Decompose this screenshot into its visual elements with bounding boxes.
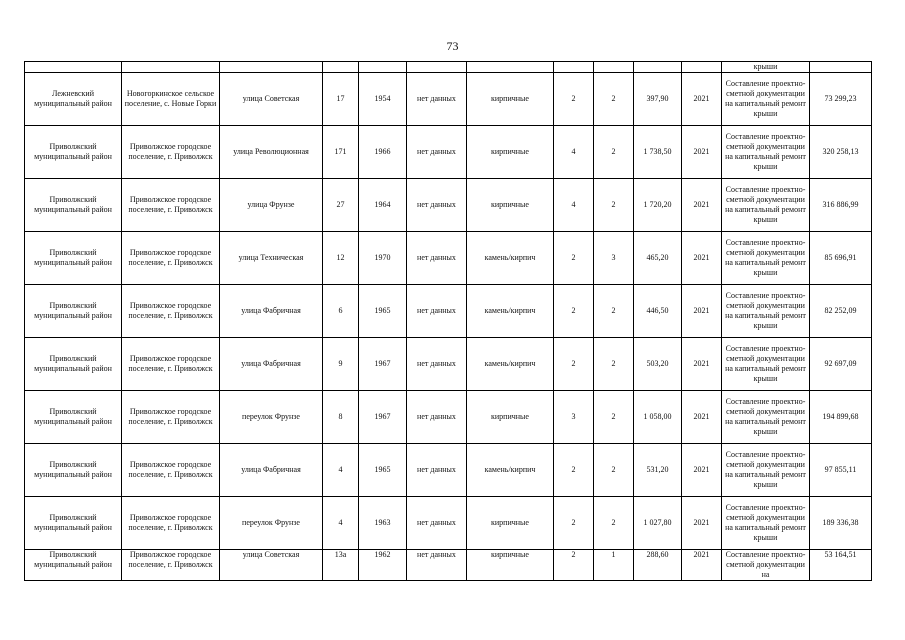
year-cell: 1967 [359,391,407,444]
entrances-cell: 2 [594,444,634,497]
reconstruction-cell: нет данных [407,550,467,581]
work_year-cell: 2021 [682,126,722,179]
work-tail-cell: крыши [722,62,810,73]
area-cell: 465,20 [634,232,682,285]
settlement-cell: Приволжское городское поселение, г. Приволжск [122,391,220,444]
walls-cell: кирпичные [467,550,554,581]
floors-cell: 2 [554,338,594,391]
work_year-cell: 2021 [682,232,722,285]
settlement-cell: Приволжское городское поселение, г. Приволжск [122,497,220,550]
house-cell: 12 [323,232,359,285]
district-cell: Приволжский муниципальный район [25,550,122,581]
year-cell: 1954 [359,73,407,126]
work_year-cell: 2021 [682,179,722,232]
walls-cell: камень/кирпич [467,444,554,497]
work_year-cell: 2021 [682,285,722,338]
area-cell: 1 058,00 [634,391,682,444]
street-cell: улица Революционная [220,126,323,179]
cost-cell: 82 252,09 [810,285,872,338]
cost-cell: 53 164,51 [810,550,872,581]
house-cell: 17 [323,73,359,126]
district-cell: Приволжский муниципальный район [25,497,122,550]
district-cell: Лежневский муниципальный район [25,73,122,126]
floors-cell: 2 [554,550,594,581]
street-cell: улица Техническая [220,232,323,285]
cost-cell: 320 258,13 [810,126,872,179]
area-cell: 1 027,80 [634,497,682,550]
floors-cell: 2 [554,497,594,550]
settlement-cell: Приволжское городское поселение, г. Приволжск [122,444,220,497]
entrances-cell: 1 [594,550,634,581]
settlement-cell: Приволжское городское поселение, г. Приволжск [122,338,220,391]
year-cell: 1965 [359,444,407,497]
settlement-cell: Приволжское городское поселение, г. Приволжск [122,285,220,338]
house-cell: 8 [323,391,359,444]
floors-cell: 4 [554,179,594,232]
cost-cell: 316 886,99 [810,179,872,232]
reconstruction-cell: нет данных [407,285,467,338]
table-row [25,126,872,179]
cost-cell: 85 696,91 [810,232,872,285]
table-row [25,444,872,497]
street-cell: переулок Фрунзе [220,391,323,444]
work-cell: Составление проектно-сметной документации на капитальный ремонт крыши [722,391,810,444]
street-cell: улица Фабричная [220,444,323,497]
work-cell: Составление проектно-сметной документации на капитальный ремонт крыши [722,285,810,338]
work_year-cell: 2021 [682,550,722,581]
work-cell: Составление проектно-сметной документации на капитальный ремонт крыши [722,126,810,179]
work-cell: Составление проектно-сметной документации на капитальный ремонт крыши [722,179,810,232]
work-cell: Составление проектно-сметной документации на капитальный ремонт крыши [722,444,810,497]
walls-cell: кирпичные [467,179,554,232]
street-cell: улица Советская [220,550,323,581]
table-row [25,391,872,444]
house-cell: 171 [323,126,359,179]
entrances-cell: 2 [594,126,634,179]
reconstruction-cell: нет данных [407,232,467,285]
floors-cell: 4 [554,126,594,179]
house-cell: 4 [323,444,359,497]
table-row [25,497,872,550]
walls-cell: камень/кирпич [467,285,554,338]
walls-cell: кирпичные [467,497,554,550]
district-cell: Приволжский муниципальный район [25,232,122,285]
street-cell: переулок Фрунзе [220,497,323,550]
work-cell: Составление проектно-сметной документации на капитальный ремонт крыши [722,497,810,550]
entrances-cell: 2 [594,391,634,444]
settlement-cell: Приволжское городское поселение, г. Приволжск [122,126,220,179]
work_year-cell: 2021 [682,391,722,444]
street-cell: улица Фрунзе [220,179,323,232]
reconstruction-cell: нет данных [407,444,467,497]
entrances-cell: 2 [594,497,634,550]
year-cell: 1967 [359,338,407,391]
walls-cell: кирпичные [467,391,554,444]
area-cell: 1 720,20 [634,179,682,232]
year-cell: 1963 [359,497,407,550]
area-cell: 446,50 [634,285,682,338]
floors-cell: 2 [554,285,594,338]
area-cell: 397,90 [634,73,682,126]
work_year-cell: 2021 [682,497,722,550]
cost-cell: 194 899,68 [810,391,872,444]
cost-cell: 92 697,09 [810,338,872,391]
table-row [25,285,872,338]
floors-cell: 2 [554,444,594,497]
street-cell: улица Советская [220,73,323,126]
settlement-cell: Приволжское городское поселение, г. Приволжск [122,232,220,285]
entrances-cell: 3 [594,232,634,285]
area-cell: 288,60 [634,550,682,581]
reconstruction-cell: нет данных [407,179,467,232]
table-row [25,179,872,232]
house-cell: 4 [323,497,359,550]
cost-cell: 97 855,11 [810,444,872,497]
walls-cell: камень/кирпич [467,232,554,285]
walls-cell: камень/кирпич [467,338,554,391]
year-cell: 1966 [359,126,407,179]
year-cell: 1965 [359,285,407,338]
house-cell: 9 [323,338,359,391]
reconstruction-cell: нет данных [407,73,467,126]
floors-cell: 2 [554,73,594,126]
reconstruction-cell: нет данных [407,126,467,179]
table-row [25,73,872,126]
district-cell: Приволжский муниципальный район [25,391,122,444]
cost-cell: 73 299,23 [810,73,872,126]
district-cell: Приволжский муниципальный район [25,444,122,497]
work-cell: Составление проектно-сметной документации на капитальный ремонт крыши [722,232,810,285]
continuation-row [25,62,872,73]
street-cell: улица Фабричная [220,338,323,391]
entrances-cell: 2 [594,285,634,338]
house-cell: 27 [323,179,359,232]
walls-cell: кирпичные [467,73,554,126]
reconstruction-cell: нет данных [407,391,467,444]
house-cell: 6 [323,285,359,338]
year-cell: 1970 [359,232,407,285]
reconstruction-cell: нет данных [407,338,467,391]
entrances-cell: 2 [594,338,634,391]
cost-cell: 189 336,38 [810,497,872,550]
year-cell: 1962 [359,550,407,581]
settlement-cell: Приволжское городское поселение, г. Приволжск [122,550,220,581]
work_year-cell: 2021 [682,444,722,497]
area-cell: 531,20 [634,444,682,497]
floors-cell: 3 [554,391,594,444]
table-row [25,550,872,581]
reconstruction-cell: нет данных [407,497,467,550]
district-cell: Приволжский муниципальный район [25,126,122,179]
district-cell: Приволжский муниципальный район [25,285,122,338]
floors-cell: 2 [554,232,594,285]
table-row [25,232,872,285]
registry-table [24,61,872,581]
year-cell: 1964 [359,179,407,232]
table-row [25,338,872,391]
street-cell: улица Фабричная [220,285,323,338]
work_year-cell: 2021 [682,338,722,391]
settlement-cell: Приволжское городское поселение, г. Приволжск [122,179,220,232]
area-cell: 1 738,50 [634,126,682,179]
entrances-cell: 2 [594,179,634,232]
entrances-cell: 2 [594,73,634,126]
walls-cell: кирпичные [467,126,554,179]
district-cell: Приволжский муниципальный район [25,338,122,391]
work-cell: Составление проектно-сметной документации на капитальный ремонт крыши [722,73,810,126]
area-cell: 503,20 [634,338,682,391]
house-cell: 13а [323,550,359,581]
district-cell: Приволжский муниципальный район [25,179,122,232]
page-number: 73 [446,39,459,53]
settlement-cell: Новогоркинское сельское поселение, с. Новые Горки [122,73,220,126]
work-cell: Составление проектно-сметной документации на [722,550,810,581]
work-cell: Составление проектно-сметной документации на капитальный ремонт крыши [722,338,810,391]
work_year-cell: 2021 [682,73,722,126]
